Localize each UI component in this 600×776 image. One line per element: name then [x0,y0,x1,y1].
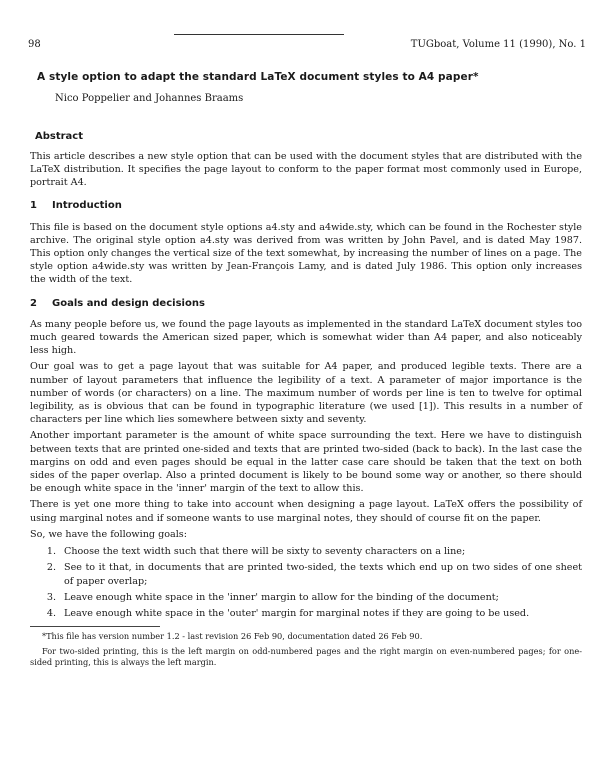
list-item [30,561,582,587]
section-number: 2 [30,297,37,309]
section-heading-goals [30,297,582,310]
running-head [28,38,586,51]
section-number: 1 [30,200,37,212]
list-item-text: See to it that, in documents that are printed two-sided, the texts which end up on two sides of one sheet of paper overlap; [64,562,582,587]
goals-list [30,545,582,620]
page [28,38,586,672]
abstract-heading: Abstract [35,130,84,142]
list-item [30,607,582,620]
footnote: *This file has version number 1.2 - last revision 26 Feb 90, documentation dated 26 Feb 90. [42,631,423,642]
paragraph: Our goal was to get a page layout that was suitable for A4 paper, and produced legible texts. There are a number of layout parameters that influence the legibility of a text. A parameter of major importance is the number of words (or characters) on a line. The maximum number of words per line is ten to twelve for optimal legibility, as is obvious that can be found in typographic literature (we used [1]). This results in a number of characters per line which lies somewhere between sixty and seventy. [30,361,582,426]
paragraph: This file is based on the document style options a4.sty and a4wide.sty, which can be found in the Rochester style archive. The original style option a4.sty was derived from was written by John Pavel, and is dated May 1987. This option only changes the vertical size of the text somewhat, by increasing the number of lines on a page. The style option a4wide.sty was written by Jean-François Lamy, and is dated July 1986. This option only increases the width of the text. [30,221,582,286]
footnote: For two-sided printing, this is the left margin on odd-numbered pages and the right margin on even-numbered pages; for one-sided printing, this is always the left margin. [30,645,582,668]
article-authors: Nico Poppelier and Johannes Braams [55,93,244,105]
paragraph: So, we have the following goals: [30,528,187,540]
header-rule [174,34,344,35]
page-number: 98 [28,39,41,50]
list-item [30,545,582,558]
abstract-text: This article describes a new style option that can be used with the document styles that are distributed with the LaTeX distribution. It specifies the page layout to conform to the paper format most commonly used in Europe, portrait A4. [30,150,582,189]
footnote-rule [30,626,160,627]
paragraph: Another important parameter is the amount of white space surrounding the text. Here we have to distinguish between texts that are printed one-sided and texts that are printed two-sided (back to back). In the last case the margins on odd and even pages should be equal in the latter case care should be taken that the text on both sides of the paper overlap. Also a printed document is likely to be bound some way or another, so there should be enough white space in the 'inner' margin of the text to allow this. [30,430,582,495]
list-item-text: Leave enough white space in the 'outer' margin for marginal notes if they are going to be used. [64,607,530,619]
section-title: Introduction [52,200,122,212]
paragraph: There is yet one more thing to take into account when designing a page layout. LaTeX offers the possibility of using marginal notes and if someone wants to use marginal notes, they should of course fit on the paper. [30,499,582,524]
journal-info: TUGboat, Volume 11 (1990), No. 1 [410,39,586,50]
list-item-text: Leave enough white space in the 'inner' margin to allow for the binding of the document; [64,591,499,603]
section-heading-introduction [30,199,582,212]
article-title: A style option to adapt the standard LaTeX document styles to A4 paper* [37,71,479,84]
paragraph: As many people before us, we found the page layouts as implemented in the standard LaTeX document styles too much geared towards the American sized paper, which is somewhat wider than A4 paper, and also noticeably less high. [30,318,582,357]
list-item-text: Choose the text width such that there will be sixty to seventy characters on a line; [64,546,466,558]
section-title: Goals and design decisions [52,297,205,309]
list-marker: 4. [46,607,56,619]
list-marker: 2. [46,562,56,574]
list-marker: 3. [46,591,56,603]
list-marker: 1. [46,546,56,558]
list-item [30,591,582,604]
